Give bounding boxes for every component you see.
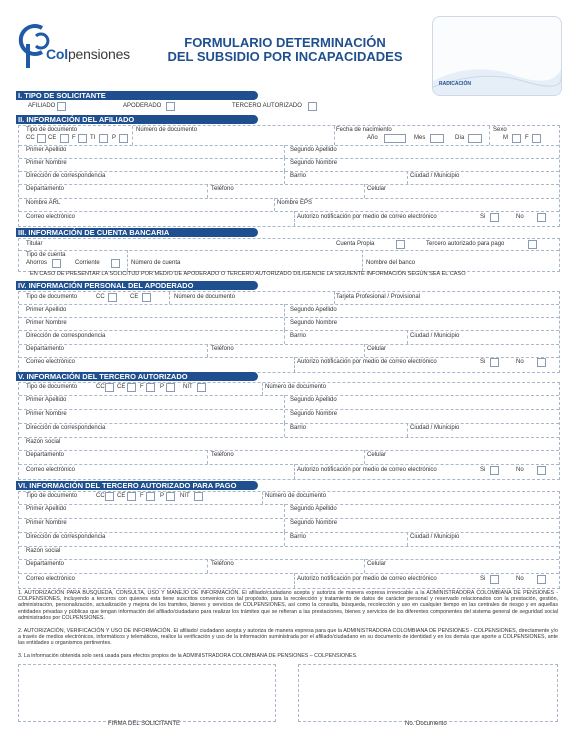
pago-celular-label: Celular <box>367 561 387 567</box>
pago-no-label: No <box>516 576 524 582</box>
apoderado-si-checkbox[interactable] <box>490 358 499 367</box>
apoderado-si-label: Si <box>480 359 486 365</box>
dia-label: Día <box>455 135 465 141</box>
tercero-pago-checkbox[interactable] <box>528 240 537 249</box>
tercero-primer-nombre-label: Primer Nombre <box>26 411 67 417</box>
afiliado-checkbox[interactable] <box>57 102 66 111</box>
ce-label: CE <box>48 135 57 141</box>
corriente-checkbox[interactable] <box>111 259 120 268</box>
f-checkbox[interactable] <box>78 134 87 143</box>
tercero-no-checkbox[interactable] <box>537 466 546 475</box>
apoderado-segundo-nombre-label: Segundo Nombre <box>290 320 338 326</box>
tercero-ce-checkbox[interactable] <box>127 383 136 392</box>
apoderado-segundo-apellido-label: Segundo Apellido <box>290 307 337 313</box>
pago-primer-apellido-label: Primer Apellido <box>26 506 67 512</box>
anio-field[interactable] <box>384 134 406 143</box>
primer-apellido-label: Primer Apellido <box>26 147 67 153</box>
tercero-segundo-apellido-label: Segundo Apellido <box>290 397 337 403</box>
apoderado-celular-label: Celular <box>367 346 387 352</box>
autorizo-label: Autorizo notificación por medio de correo electrónico <box>297 214 437 220</box>
tercero-barrio-label: Barrio <box>290 425 307 431</box>
section-6-header: VI. INFORMACIÓN DEL TERCERO AUTORIZADO PARA PAGO <box>16 481 258 490</box>
section-2-header: II. INFORMACIÓN DEL AFILIADO <box>16 115 258 124</box>
tercero-primer-apellido-label: Primer Apellido <box>26 397 67 403</box>
pago-f-checkbox[interactable] <box>146 492 155 501</box>
sexo-label: Sexo <box>493 127 507 133</box>
mes-label: Mes <box>414 135 426 141</box>
tercero-departamento-label: Departamento <box>26 452 65 458</box>
si-checkbox[interactable] <box>490 213 499 222</box>
num-cuenta-label: Número de cuenta <box>131 260 181 266</box>
tercero-ciudad-label: Ciudad / Municipio <box>410 425 460 431</box>
tercero-f-label: F <box>140 384 144 390</box>
tipo-doc-label: Tipo de documento <box>26 127 78 133</box>
segundo-apellido-label: Segundo Apellido <box>290 147 337 153</box>
pago-cc-checkbox[interactable] <box>105 492 114 501</box>
apoderado-no-checkbox[interactable] <box>537 358 546 367</box>
celular-label: Celular <box>367 186 387 192</box>
tercero-autorizado-label: TERCERO AUTORIZADO <box>232 103 302 109</box>
cc-checkbox[interactable] <box>37 134 46 143</box>
primer-nombre-label: Primer Nombre <box>26 160 67 166</box>
cc-label: CC <box>26 135 35 141</box>
pago-segundo-nombre-label: Segundo Nombre <box>290 520 338 526</box>
tipo-cuenta-label: Tipo de cuenta <box>26 252 66 258</box>
num-doc-label: Número de documento <box>136 127 198 133</box>
legal-paragraph-1: 1. AUTORIZACIÓN PARA BUSQUEDA, CONSULTA, USO Y MANEJO DE INFORMACIÓN. El afiliado/ciudadano acepta y autoriza de manera expresa irrevocable a la ADMINISTRADORA COLOMBIANA DE PENSIONES - COLPENSIONES, incluyendo a terceros con quienes esta tiene suscritos convenios con tal propósito, para la recolección y tratamiento de datos de carácter personal y reservado relacionados con la prestación, gestión, administración, personalización, actualización y mejora de los tramites, bienes y servicios de COLPENSIONES, así como la consulta, búsqueda, recolección y uso en cualquier tiempo en las centrales de riesgo y en aquellas entidades privadas y públicas que tengan información del afiliado/ciudadano para realizar los trámites que se refieran a las prestaciones, bienes y servicios de los diferentes componentes del sistema general de seguridad social administrados por COLPENSIONES. <box>18 590 558 621</box>
anio-label: Año <box>367 135 378 141</box>
m-label: M <box>503 135 508 141</box>
departamento-label: Departamento <box>26 186 65 192</box>
firma-box[interactable] <box>18 664 276 722</box>
tercero-tipo-doc-label: Tipo de documento <box>26 384 78 390</box>
colpensiones-logo <box>18 22 148 72</box>
tercero-p-checkbox[interactable] <box>166 383 175 392</box>
tercero-autorizado-checkbox[interactable] <box>308 102 317 111</box>
ciudad-label: Ciudad / Municipio <box>410 173 460 179</box>
apoderado-correo-label: Correo electrónico <box>26 359 76 365</box>
wave-decoration-icon <box>433 61 561 96</box>
firma-label: FIRMA DEL SOLICITANTE <box>108 721 181 727</box>
tercero-no-label: No <box>516 467 524 473</box>
afiliado-label: AFILIADO <box>28 103 56 109</box>
pago-barrio-label: Barrio <box>290 534 307 540</box>
f-label: F <box>72 135 76 141</box>
tercero-razon-label: Razón social <box>26 439 61 445</box>
ti-checkbox[interactable] <box>99 134 108 143</box>
tercero-correo-label: Correo electrónico <box>26 467 76 473</box>
apoderado-primer-apellido-label: Primer Apellido <box>26 307 67 313</box>
p-label: P <box>112 135 117 141</box>
legal-paragraph-2: 2. AUTORIZACIÓN, VERIFICACIÓN Y USO DE INFORMACIÓN. El afiliado/ ciudadano acepta y autoriza de manera expresa para que la ADMINISTRADORA COLOMBIANA DE PENSIONES - COLPENSIONES, directamente y/o a través de medios electrónicos, informáticos y telemáticos, realice la verificación y uso de la información suministrada por el afiliado/ciudadano en su documento de identidad y en los demás que aporte a COLPENSIONES, ante las entidades u organismos pertinentes. <box>18 628 558 647</box>
corriente-label: Corriente <box>75 260 100 266</box>
cuenta-propia-checkbox[interactable] <box>396 240 405 249</box>
title-line-1: FORMULARIO DETERMINACIÓN <box>184 35 386 50</box>
radicacion-label: RADICACIÓN <box>439 81 471 87</box>
apoderado-cc-label: CC <box>96 294 105 300</box>
tercero-telefono-label: Teléfono <box>211 452 234 458</box>
tercero-nit-checkbox[interactable] <box>197 383 206 392</box>
si-label: Si <box>480 214 486 220</box>
section-5-header: V. INFORMACIÓN DEL TERCERO AUTORIZADO <box>16 372 258 381</box>
pago-ciudad-label: Ciudad / Municipio <box>410 534 460 540</box>
apoderado-cc-checkbox[interactable] <box>108 293 117 302</box>
apoderado-departamento-label: Departamento <box>26 346 65 352</box>
banco-label: Nombre del banco <box>366 260 416 266</box>
pago-num-doc-label: Número de documento <box>265 493 327 499</box>
pago-primer-nombre-label: Primer Nombre <box>26 520 67 526</box>
eps-label: Nombre EPS <box>277 200 313 206</box>
pago-ce-label: CE <box>117 493 126 499</box>
ahorros-checkbox[interactable] <box>52 259 61 268</box>
pago-nit-label: NIT <box>180 493 190 499</box>
pago-direccion-label: Dirección de correspondencia <box>26 534 106 540</box>
apoderado-label: APODERADO <box>123 103 162 109</box>
pago-nit-checkbox[interactable] <box>194 492 203 501</box>
apoderado-primer-nombre-label: Primer Nombre <box>26 320 67 326</box>
radicacion-box <box>432 16 562 96</box>
tercero-si-checkbox[interactable] <box>490 466 499 475</box>
no-label: No <box>516 214 524 220</box>
no-checkbox[interactable] <box>537 213 546 222</box>
tercero-pago-label: Tercero autorizado para pago <box>426 241 505 247</box>
tercero-f-checkbox[interactable] <box>146 383 155 392</box>
sexo-f-checkbox[interactable] <box>532 134 541 143</box>
segundo-nombre-label: Segundo Nombre <box>290 160 338 166</box>
apoderado-ciudad-label: Ciudad / Municipio <box>410 333 460 339</box>
section-1-header: I. TIPO DE SOLICITANTE <box>16 91 258 100</box>
ti-label: TI <box>90 135 96 141</box>
apoderado-no-label: No <box>516 359 524 365</box>
no-documento-box[interactable] <box>298 664 558 722</box>
correo-label: Correo electrónico <box>26 214 76 220</box>
tercero-nit-label: NIT <box>183 384 193 390</box>
telefono-label: Teléfono <box>211 186 234 192</box>
tercero-celular-label: Celular <box>367 452 387 458</box>
tercero-cc-checkbox[interactable] <box>105 383 114 392</box>
pago-p-checkbox[interactable] <box>166 492 175 501</box>
pago-telefono-label: Teléfono <box>211 561 234 567</box>
sexo-f-label: F <box>525 135 529 141</box>
pago-ce-checkbox[interactable] <box>127 492 136 501</box>
apoderado-num-doc-label: Número de documento <box>174 294 236 300</box>
tercero-si-label: Si <box>480 467 486 473</box>
pago-f-label: F <box>140 493 144 499</box>
pago-no-checkbox[interactable] <box>537 575 546 584</box>
apoderado-ce-checkbox[interactable] <box>142 293 151 302</box>
legal-paragraph-3: 3. La información obtenida solo será usada para efectos propios de la ADMINISTRADORA COLOMBIANA DE PENSIONES – COLPENSIONES. <box>18 653 358 659</box>
apoderado-direccion-label: Dirección de correspondencia <box>26 333 106 339</box>
p-checkbox[interactable] <box>119 134 128 143</box>
pago-correo-label: Correo electrónico <box>26 576 76 582</box>
m-checkbox[interactable] <box>512 134 521 143</box>
section-4-header: IV. INFORMACIÓN PERSONAL DEL APODERADO <box>16 281 258 290</box>
aviso-text: EN CASO DE PRESENTAR LA SOLICITUD POR MEDIO DE APODERADO O TERCERO AUTORIZADO DILIGENCIE LA SIGUIENTE INFORMACIÓN SEGÚN SEA EL CASO <box>30 271 466 277</box>
tercero-p-label: P <box>160 384 165 390</box>
pago-p-label: P <box>160 493 165 499</box>
fecha-nac-label: Fecha de nacimiento <box>336 127 392 133</box>
apoderado-barrio-label: Barrio <box>290 333 307 339</box>
pago-si-checkbox[interactable] <box>490 575 499 584</box>
tarjeta-label: Tarjeta Profesional / Provisional <box>336 294 421 300</box>
cuenta-propia-label: Cuenta Propia <box>336 241 375 247</box>
barrio-label: Barrio <box>290 173 307 179</box>
pago-razon-label: Razón social <box>26 548 61 554</box>
pago-segundo-apellido-label: Segundo Apellido <box>290 506 337 512</box>
tercero-cc-label: CC <box>96 384 105 390</box>
pago-tipo-doc-label: Tipo de documento <box>26 493 78 499</box>
apoderado-tipo-doc-label: Tipo de documento <box>26 294 78 300</box>
ahorros-label: Ahorros <box>26 260 48 266</box>
direccion-label: Dirección de correspondencia <box>26 173 106 179</box>
tercero-segundo-nombre-label: Segundo Nombre <box>290 411 338 417</box>
pago-si-label: Si <box>480 576 486 582</box>
apoderado-checkbox[interactable] <box>166 102 175 111</box>
pago-autorizo-label: Autorizo notificación por medio de correo electrónico <box>297 576 437 582</box>
page-title <box>150 36 420 64</box>
section-3-header: III. INFORMACIÓN DE CUENTA BANCARIA <box>16 228 258 237</box>
title-line-2: DEL SUBSIDIO POR INCAPACIDADES <box>167 49 403 64</box>
arl-label: Nombre ARL <box>26 200 61 206</box>
apoderado-box <box>18 291 560 373</box>
logo-text-bold: Col <box>46 46 68 62</box>
ce-checkbox[interactable] <box>60 134 69 143</box>
titular-label: Titular <box>26 241 43 247</box>
apoderado-telefono-label: Teléfono <box>211 346 234 352</box>
pago-departamento-label: Departamento <box>26 561 65 567</box>
apoderado-ce-label: CE <box>130 294 139 300</box>
pago-cc-label: CC <box>96 493 105 499</box>
tercero-num-doc-label: Número de documento <box>265 384 327 390</box>
no-documento-label: No. Documento <box>405 721 447 727</box>
tercero-ce-label: CE <box>117 384 126 390</box>
tercero-direccion-label: Dirección de correspondencia <box>26 425 106 431</box>
mes-field[interactable] <box>430 134 444 143</box>
dia-field[interactable] <box>468 134 482 143</box>
logo-text-rest: pensiones <box>67 46 130 62</box>
tercero-autorizo-label: Autorizo notificación por medio de correo electrónico <box>297 467 437 473</box>
apoderado-autorizo-label: Autorizo notificación por medio de correo electrónico <box>297 359 437 365</box>
